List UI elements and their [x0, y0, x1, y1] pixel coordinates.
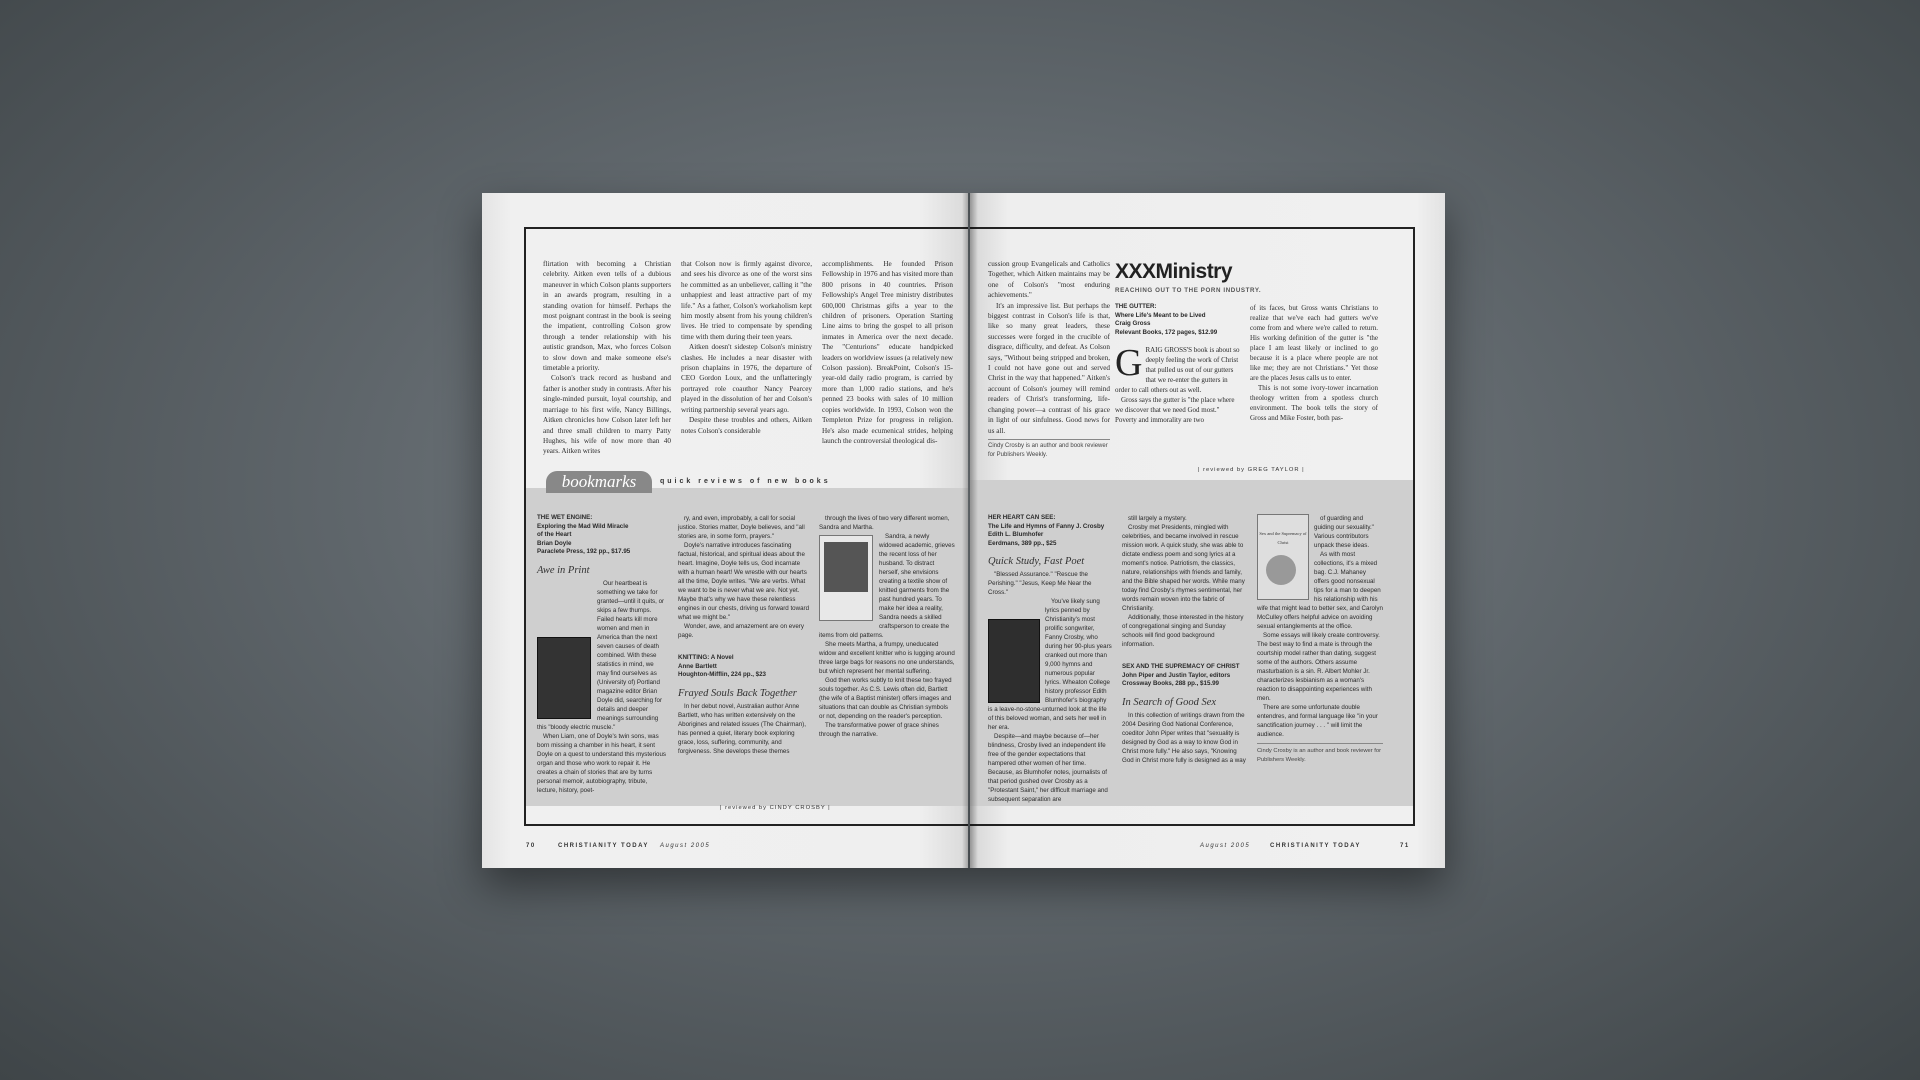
divider [988, 439, 1110, 440]
book-cover-her-heart [988, 619, 1040, 703]
book-cover-sex-supremacy: Sex and the Supremacy of Christ [1257, 514, 1309, 600]
xxx-column-2: of its faces, but Gross wants Christians to realize that we've each had gutters we've come from and where we're called to return. His working definition of the gutter is "the place I am least likely or inclined to go because it is a place where people are not like me; they are not Christians." Yet those are the places Jesus calls us to enter. This is not some ivory-tower incarnation theology written from a spotless church environment. The book tells the story of Gross and Mike Foster, both pas- [1250, 304, 1378, 422]
review-her-heart-col1: HER HEART CAN SEE: The Life and Hymns of Fanny J. Crosby Edith L. Blumhofer Eerdmans, 389 pp., $25 Quick Study, Fast Poet "Blessed Assurance." "Rescue the Perishing." "Jesus, Keep Me Near the Cross." You've likely sung lyrics penned by Christianity's most prolific songwriter, Fanny Crosby, who during her 90-plus years cranked out more than 9,000 hymns and numerous popular lyrics. Wheaton College history professor Edith Blumhofer's biography is a leave-no-stone-unturned look at the life of this beloved woman, and sets her well in her era. Despite—and maybe because of—her blindness, Crosby lived an independent life free of the gender expectations that hampered other women of her time. Because, as Blumhofer notes, journalists of that period gushed over Crosby as a "Protestant Saint," her difficult marriage and subsequent separation are [988, 514, 1112, 803]
kicker-awe-in-print: Awe in Print [537, 564, 590, 576]
xxx-column-1: THE GUTTER: Where Life's Meant to be Lived Craig Gross Relevant Books, 172 pages, $12.99 GRAIG GROSS'S book is about so deeply feeling the work of Christ that pulled us out of our gutters that we re-enter the gutters in order to call others out as well. Gross says the gutter is "the place where we discover that we need God most." Poverty and immorality are two [1115, 303, 1240, 424]
article-title: XXXMinistry [1115, 260, 1233, 283]
drop-cap: G [1115, 342, 1143, 384]
page-number-right: 71 [1400, 843, 1410, 849]
folio-issue-left: August 2005 [660, 843, 711, 849]
review-col-middle-right: still largely a mystery. Crosby met Presidents, mingled with celebrities, and became involved in rescue mission work. A quick study, she was able to dictate endless poem and song lyrics at a moment's notice. Patriotism, the classics, nature, relationships with friends and family, and the Bible shaped her words. While many today find Crosby's rhymes sentimental, her words remain woven into the fabric of Christianity. Additionally, those interested in the history of congregational singing and Sunday schools will find good background information. SEX AND THE SUPREMACY OF CHRIST John Piper and Justin Taylor, editors Crossway Books, 288 pp., $15.99 In Search of Good Sex In this collection of writings drawn from the 2004 Desiring God National Conference, coeditor John Piper writes that "sexuality is designed by God as a way to know God in Christ more fully." He also says, "Knowing God in Christ more fully is designed as a way [1122, 515, 1246, 764]
left-top-column-2: that Colson now is firmly against divorce, and sees his divorce as one of the worst sins he committed as an unbeliever, calling it "the unhappiest and least attractive part of my life." As a father, Colson's workaholism kept him mostly absent from his young children's lives. He tried to compensate by spending time with them during their teen years. Aitken doesn't sidestep Colson's ministry clashes. He includes a near disaster with prison chaplains in 1976, the departure of CEO Gordon Loux, and the unflatteringly portrayed role coauthor Nancy Pearcey played in the dissolution of her and Colson's writing partnership several years ago. Despite these troubles and others, Aitken notes Colson's considerable [681, 260, 812, 435]
bookmarks-subtitle: quick reviews of new books [660, 478, 831, 485]
reviewer-credit-left: | reviewed by CINDY CROSBY | [720, 805, 831, 811]
right-page [970, 193, 1445, 868]
page-number-left: 70 [526, 843, 536, 849]
book-cover-wet-engine [537, 637, 591, 719]
right-top-column-1: cussion group Evangelicals and Catholics Together, which Aitken maintains may be one of Colson's "most enduring achievements." It's an impressive list. But perhaps the biggest contrast in Colson's life is that, like so many great leaders, these successes were forged in the crucible of disgrace, difficulty, and defeat. As Colson says, "Without being stripped and broken, I could not have gone out and served Christ in the way that happened." Aitken's account of Colson's journey will remind readers of Christ's transforming, life-changing power—a contrast of his grace in light of our sinfulness. Good news for us all. [988, 260, 1110, 435]
left-page [482, 193, 968, 868]
author-note-bottom: Cindy Crosby is an author and book reviewer for Publishers Weekly. [1257, 748, 1382, 763]
magazine-spread [482, 193, 1445, 868]
kicker-frayed-souls: Frayed Souls Back Together [678, 687, 797, 699]
spine-gutter [962, 193, 978, 868]
kicker-good-sex: In Search of Good Sex [1122, 696, 1217, 708]
folio-magazine-left: CHRISTIANITY TODAY [558, 843, 649, 849]
left-top-column-3: accomplishments. He founded Prison Fellowship in 1976 and has visited more than 800 prisons in 40 countries. Prison Fellowship's Angel Tree ministry distributes 600,000 Christmas gifts a year to the children of prisoners. Operation Starting Line aims to bring the gospel to all prison inmates in America over the next decade. The "Centurions" educate handpicked leaders on worldview issues (a relatively new Colson passion). BreakPoint, Colson's 15-year-old daily radio program, is carried by more than 1,000 radio stations, and he's penned 23 books with sales of 10 million copies worldwide. In 1993, Colson won the Templeton Prize for progress in religion. He's also made ecumenical strides, helping launch the controversial theological dis- [822, 260, 953, 445]
reviewer-credit-xxx: | reviewed by GREG TAYLOR | [1198, 467, 1305, 473]
author-note-top: Cindy Crosby is an author and book reviewer for Publishers Weekly. [988, 443, 1108, 458]
review-knitting-col3: through the lives of two very different women, Sandra and Martha. Sandra, a newly widowed academic, grieves the recent loss of her husband. To distract herself, she envisions creating a textile show of knitted garments from the past hundred years. To make her idea a reality, Sandra needs a skilled craftsperson to create the items from old patterns. She meets Martha, a frumpy, uneducated widow and excellent knitter who is lugging around three large bags for reasons no one understands, but which represent her mental suffering. God then works subtly to knit these two frayed souls together. As C.S. Lewis often did, Bartlett (the wife of a Baptist minister) offers images and situations that can double as Christian symbols or not, depending on the reader's perception. The transformative power of grace shines through the narrative. [819, 515, 955, 738]
kicker-quick-study: Quick Study, Fast Poet [988, 556, 1085, 567]
folio-issue-right: August 2005 [1200, 843, 1251, 849]
left-top-column-1: flirtation with becoming a Christian celebrity. Aitken even tells of a dubious maneuver in which Colson plants supporters in an awards program, resulting in a standing ovation for himself. Perhaps the most poignant contrast in the book is seeing the impatient, controlling Colson grow through a tender relationship with his autistic grandson, Max, who forces Colson to slow down and make someone else's timetable a priority. Colson's track record as husband and father is another study in contrasts. After his single-minded pursuit, loyal courtship, and marriage to his first wife, Nancy Billings, Aitken chronicles how Colson later left her and three small children to marry Patty Hughes, his wife of now more than 40 years. Aitken writes [543, 260, 671, 456]
article-subtitle: REACHING OUT TO THE PORN INDUSTRY. [1115, 287, 1262, 294]
bookmarks-title: bookmarks [546, 471, 652, 493]
review-col2: ry, and even, improbably, a call for social justice. Stories matter, Doyle believes, and "all stories are, in some form, prayers." Doyle's narrative introduces fascinating factual, historical, and spiritual ideas about the heart. Imagine, Doyle tells us, God incarnate with a human heart! We wrestle with our hearts all the time, Doyle writes. "We are verbs. What we want to be is never what we are. Not yet. Maybe that's why we have these relentless engines in our chests, driving us forward toward what we might be." Wonder, awe, and amazement are on every page. KNITTING: A Novel Anne Bartlett Houghton-Mifflin, 224 pp., $23 Frayed Souls Back Together In her debut novel, Australian author Anne Bartlett, who has written extensively on the Aborigines and related issues (The Chairman), has penned a quiet, literary book exploring grace, loss, suffering, community, and forgiveness. She develops these themes [678, 515, 810, 755]
book-cover-knitting [819, 535, 873, 621]
review-wet-engine-col1: THE WET ENGINE: Exploring the Mad Wild Miracle of the Heart Brian Doyle Paraclete Press, 192 pp., $17.95 Awe in Print Our heartbeat is something we take for granted—until it quits, or skips a few thumps. Failed hearts kill more women and men in America than the next seven causes of death combined. With these statistics in mind, we may find ourselves as (University of) Portland magazine editor Brian Doyle did, searching for details and deeper meanings surrounding this "bloody electric muscle." When Liam, one of Doyle's twin sons, was born missing a chamber in his heart, it sent Doyle on a quest to understand this mysterious organ and those who work to repair it. He creates a chain of stories that are by turns personal memoir, autobiography, tribute, lecture, history, poet- [537, 514, 666, 794]
review-sex-supremacy-col3: Sex and the Supremacy of Christ of guarding and guiding our sexuality." Various contributors unpack these ideas. As with most collections, it's a mixed bag. C.J. Mahaney offers good nonsexual tips for a man to deepen his relationship with his wife that might lead to better sex, and Carolyn McCulley offers helpful advice on avoiding sexual entanglements at the office. Some essays will likely create controversy. The best way to find a mate is through the courtship model rather than dating, suggest some of the authors. Others assume masturbation is a sin. R. Albert Mohler Jr. characterizes lesbianism as a woman's reaction to disappointing experiences with men. There are some unfortunate double entendres, and formal language like "in your sanctification journey . . . " will limit the audience. Cindy Crosby is an author and book reviewer for Publishers Weekly. [1257, 515, 1383, 763]
divider [1257, 743, 1383, 744]
folio-magazine-right: CHRISTIANITY TODAY [1270, 843, 1361, 849]
